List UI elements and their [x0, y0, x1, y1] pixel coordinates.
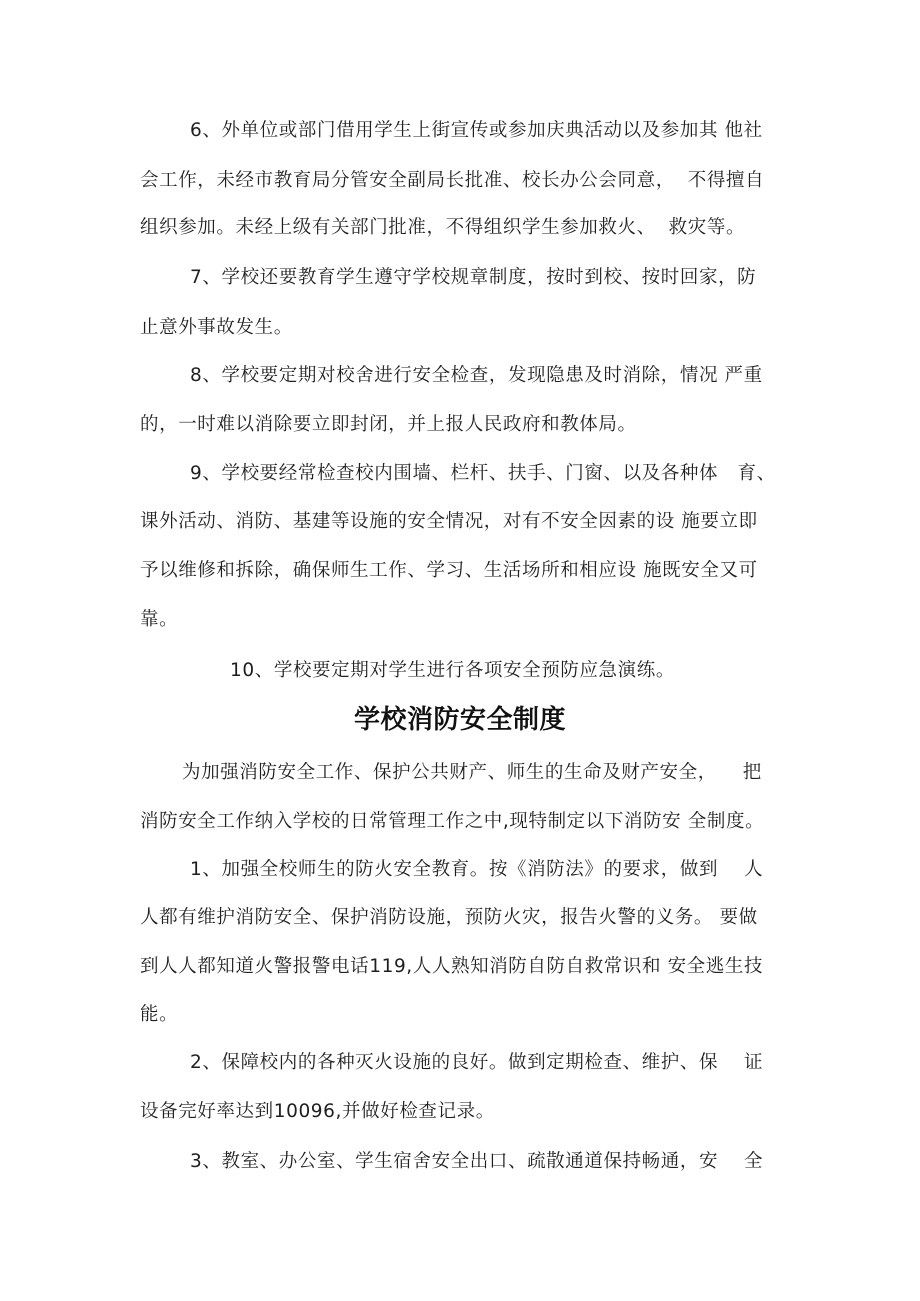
rule1-line2: 人都有维护消防安全、保护消防设施，预防火灾，报告火警的义务。 要做: [140, 907, 758, 928]
page-title: 学校消防安全制度: [353, 705, 566, 735]
rule1-line4: 能。: [140, 1004, 179, 1025]
item7-line2: 止意外事故发生。: [140, 317, 293, 338]
rule2-line2: 设备完好率达到10096,并做好检查记录。: [140, 1101, 495, 1122]
item7-line1: 7、学校还要教育学生遵守学校规章制度，按时到校、按时回家，防: [190, 267, 757, 288]
rule2-line1: 2、保障校内的各种灭火设施的良好。做到定期检查、维护、保 证: [190, 1052, 764, 1073]
item9-line4: 靠。: [140, 609, 179, 630]
item8-line1: 8、学校要定期对校舍进行安全检查，发现隐患及时消除，情况 严重: [190, 365, 763, 386]
item9-line2: 课外活动、消防、基建等设施的安全情况，对有不安全因素的设 施要立即: [140, 511, 758, 532]
item6-line3: 组织参加。未经上级有关部门批准，不得组织学生参加救火、 救灾等。: [140, 217, 746, 238]
intro-line2: 消防安全工作纳入学校的日常管理工作之中,现特制定以下消防安 全制度。: [140, 811, 765, 832]
rule1-line1: 1、加强全校师生的防火安全教育。按《消防法》的要求，做到 人: [190, 859, 764, 880]
item8-line2: 的，一时难以消除要立即封闭，并上报人民政府和教体局。: [140, 414, 637, 435]
intro-line1: 为加强消防安全工作、保护公共财产、师生的生命及财产安全， 把: [182, 762, 762, 783]
item9-line1: 9、学校要经常检查校内围墙、栏杆、扶手、门窗、以及各种体 育、: [190, 463, 776, 484]
item9-line3: 予以维修和拆除，确保师生工作、学习、生活场所和相应设 施既安全又可: [140, 560, 758, 581]
item6-line1: 6、外单位或部门借用学生上街宣传或参加庆典活动以及参加其 他社: [190, 120, 763, 141]
item6-line2: 会工作，未经市教育局分管安全副局长批准、校长办公会同意， 不得擅自: [140, 170, 765, 191]
rule3-line1: 3、教室、办公室、学生宿舍安全出口、疏散通道保持畅通，安 全: [190, 1151, 764, 1172]
item10-line: 10、学校要定期对学生进行各项安全预防应急演练。: [230, 660, 675, 681]
rule1-line3: 到人人都知道火警报警电话119,人人熟知消防自防自救常识和 安全逃生技: [140, 956, 764, 977]
